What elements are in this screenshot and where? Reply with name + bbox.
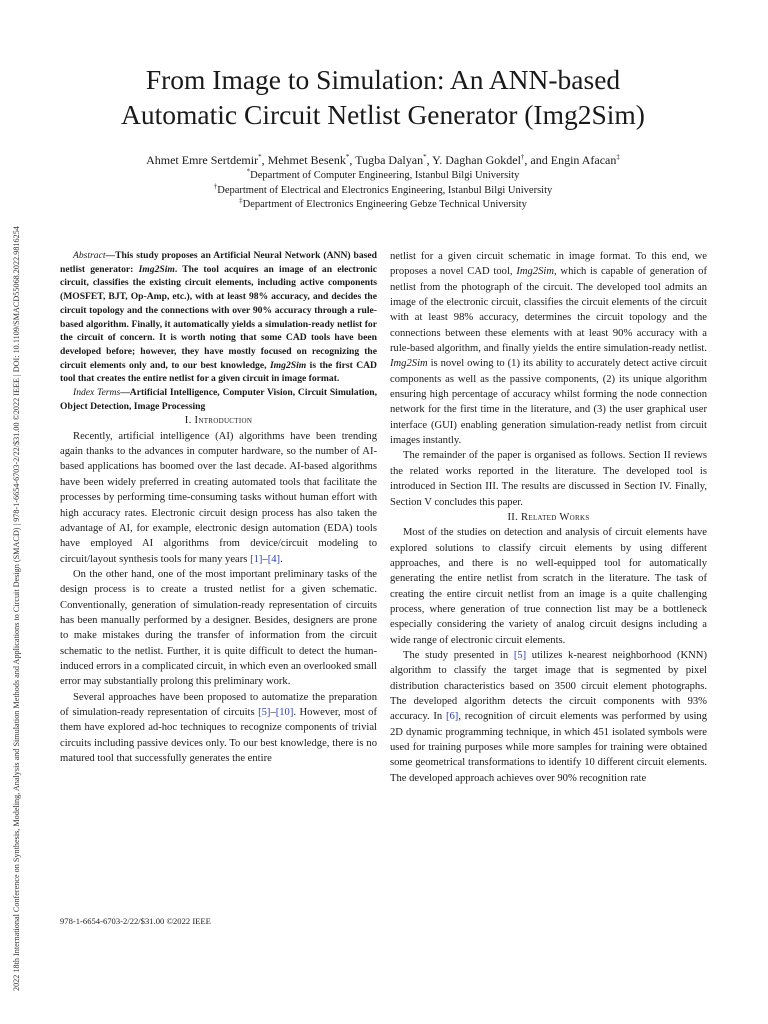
index-terms: Index Terms—Artificial Intelligence, Computer Vision, Circuit Simulation, Object Detection, Image Processing bbox=[60, 387, 377, 412]
tool-name: Img2Sim bbox=[269, 359, 307, 371]
affiliation-3: ‡Department of Electronics Engineering Gebze Technical University bbox=[239, 196, 527, 210]
abstract bbox=[60, 249, 377, 413]
tool-name: Img2Sim bbox=[516, 266, 554, 278]
intro-paragraph-1: Recently, artificial intelligence (AI) algorithms have been trending again thanks to the advances in computer hardware, so the number of AI-based applications has boomed over the last decade. AI-based algorithms have been widely preferred in creating automated tools that facilitate the processes by performing time-consuming tasks without human effort with high accuracy rates. Electronic circuit design process has also taken the advantage of AI, for example, electronic design automation (EDA) tools have employed AI algorithms from device/circuit modeling to circuit/layout synthesis tools for many years [1]–[4]. bbox=[60, 430, 377, 565]
tool-name: Img2Sim bbox=[390, 358, 428, 370]
separator: , bbox=[349, 153, 356, 167]
author-2: Mehmet Besenk bbox=[267, 153, 346, 167]
affiliation-1: *Department of Computer Engineering, Istanbul Bilgi University bbox=[246, 167, 520, 181]
sidebar-text: 2022 18th International Conference on Synthesis, Modeling, Analysis and Simulation Methods and Applications to Circuit Design (SMACD) | 978-1-6654-6703-2/22/$31.00 ©2022 IEEE | DOI: 10.1109/SMACD55068.2022.9816254 bbox=[12, 226, 21, 991]
intro-paragraph-4: The remainder of the paper is organised as follows. Section II reviews the related works reported in the literature. The developed tool is introduced in Section III. The results are discussed in Section IV. Finally, Section V concludes this paper. bbox=[390, 450, 707, 508]
separator: , and bbox=[524, 153, 551, 167]
separator: , bbox=[426, 153, 433, 167]
right-column bbox=[390, 249, 707, 786]
affil-mark: * bbox=[423, 153, 427, 161]
intro-paragraph-2: On the other hand, one of the most important preliminary tasks of the design process is to create a trusted netlist for a given schematic. Conventionally, generation of simulation-ready representation of circuits has been manually performed by a designer. Besides, designers are prone to make mistakes during the transfer of information from the circuit schematic to the netlist. Further, it is quite difficult to detect the human-induced errors in a complicated circuit, in which even an overlooked small error may substantially prolong this preliminary work. bbox=[60, 568, 377, 688]
title-line-1: From Image to Simulation: An ANN-based bbox=[145, 64, 621, 95]
citation-link[interactable]: [10] bbox=[275, 706, 294, 718]
affil-mark: * bbox=[258, 153, 262, 161]
separator: , bbox=[261, 153, 268, 167]
doi-sidebar bbox=[12, 20, 26, 1000]
author-1: Ahmet Emre Sertdemir bbox=[146, 153, 259, 167]
citation-link[interactable]: [5] bbox=[258, 706, 271, 718]
left-column bbox=[60, 249, 377, 766]
author-5: Engin Afacan bbox=[550, 153, 617, 167]
paper-title bbox=[60, 62, 706, 132]
author-3: Tugba Dalyan bbox=[355, 153, 424, 167]
related-paragraph-2: The study presented in [5] utilizes k-nearest neighborhood (KNN) algorithm to classify the target image that is segmented by pixel distribution characteristics based on 3500 circuit element photographs. The developed algorithm detects the circuit components with 93% accuracy. In [6], recognition of circuit elements was performed by using 2D dynamic programming technique, in which 451 isolated symbols were used for training purposes while more samples for training were obtained some geometrical transformations to identify 10 different circuit elements. The developed approach achieves over 90% recognition rate bbox=[390, 649, 707, 784]
citation-link[interactable]: [5] bbox=[513, 649, 527, 661]
copyright-footer: 978-1-6654-6703-2/22/$31.00 ©2022 IEEE bbox=[60, 916, 211, 926]
citation-link[interactable]: [6] bbox=[445, 711, 459, 723]
tool-name: Img2Sim bbox=[138, 263, 175, 275]
citation-link[interactable]: [4] bbox=[267, 553, 281, 565]
citation-link[interactable]: [1] bbox=[250, 553, 263, 565]
abstract-paragraph: Abstract—This study proposes an Artificial Neural Network (ANN) based netlist generator: Img2Sim. The tool acquires an image of an electronic circuit, classifies the existing circuit elements, including active components (MOSFET, BJT, Op-Amp, etc.), with at least 98% accuracy, and decides the circuit topology and the connections with over 90% accuracy through a rule-based algorithm. Finally, it automatically yields a simulation-ready netlist for the circuit of concern. It is worth noting that some CAD tools have been developed before; however, they have mostly focused on recognizing the circuit elements only and, to our best knowledge, Img2Sim is the first CAD tool that creates the entire netlist for a given circuit in image format. bbox=[60, 250, 377, 385]
index-terms-label: Index Terms bbox=[73, 387, 121, 399]
intro-paragraph-3-cont: netlist for a given circuit schematic in image format. To this end, we proposes a novel CAD tool, Img2Sim, which is capable of generation of netlist from the photograph of the circuit. The developed tool admits an image of the electronic circuit, classifies the circuit elements of the circuit with at least 98% accuracy, determines the circuit topology and the connections between these elements with at least 90% accuracy with a rule-based algorithm, and finally yields the entire simulation-ready netlist. Img2Sim is novel owing to (1) its ability to accurately detect active circuit components as well as the passive components, (2) its unique algorithm ensuring high percentage of accuracy whilst forming the node connection network for the first time in the literature, and (3) the user graphical user interface (GUI) enabling generation simulation-ready netlist from circuit images instantly. bbox=[390, 251, 708, 447]
affil-mark: * bbox=[345, 153, 350, 161]
author-4: Y. Daghan Gokdel bbox=[432, 153, 521, 167]
affiliation-2: †Department of Electrical and Electronics Engineering, Istanbul Bilgi University bbox=[213, 182, 553, 196]
abstract-label: Abstract bbox=[73, 250, 106, 261]
affil-mark: † bbox=[520, 153, 525, 161]
section-heading-introduction: I. Introduction bbox=[184, 415, 253, 427]
author-list bbox=[60, 152, 706, 168]
section-heading-related-works: II. Related Works bbox=[507, 511, 590, 523]
title-line-2: Automatic Circuit Netlist Generator (Img2Sim) bbox=[121, 99, 645, 130]
intro-paragraph-3: Several approaches have been proposed to automatize the preparation of simulation-ready representation of circuits [5]–[10]. However, most of them have explored ad-hoc techniques to recognize components of trivial circuits including passive devices only. To our best knowledge, there is no matured tool that successfully generates the entire bbox=[60, 691, 377, 764]
affil-mark: ‡ bbox=[616, 153, 620, 161]
affiliations bbox=[60, 169, 706, 213]
related-paragraph-1: Most of the studies on detection and analysis of circuit elements have explored solutions to classify circuit elements by using different approaches, and there is no well-equipped tool for automatically generating the entire netlist from scratch in the literature. The task of creating the entire circuit netlist from an image is a quite challenging process, where generation of true connection list may be a bottleneck especially considering the variety of analog circuit designs including a wide range of electronic circuit elements. bbox=[390, 527, 707, 646]
